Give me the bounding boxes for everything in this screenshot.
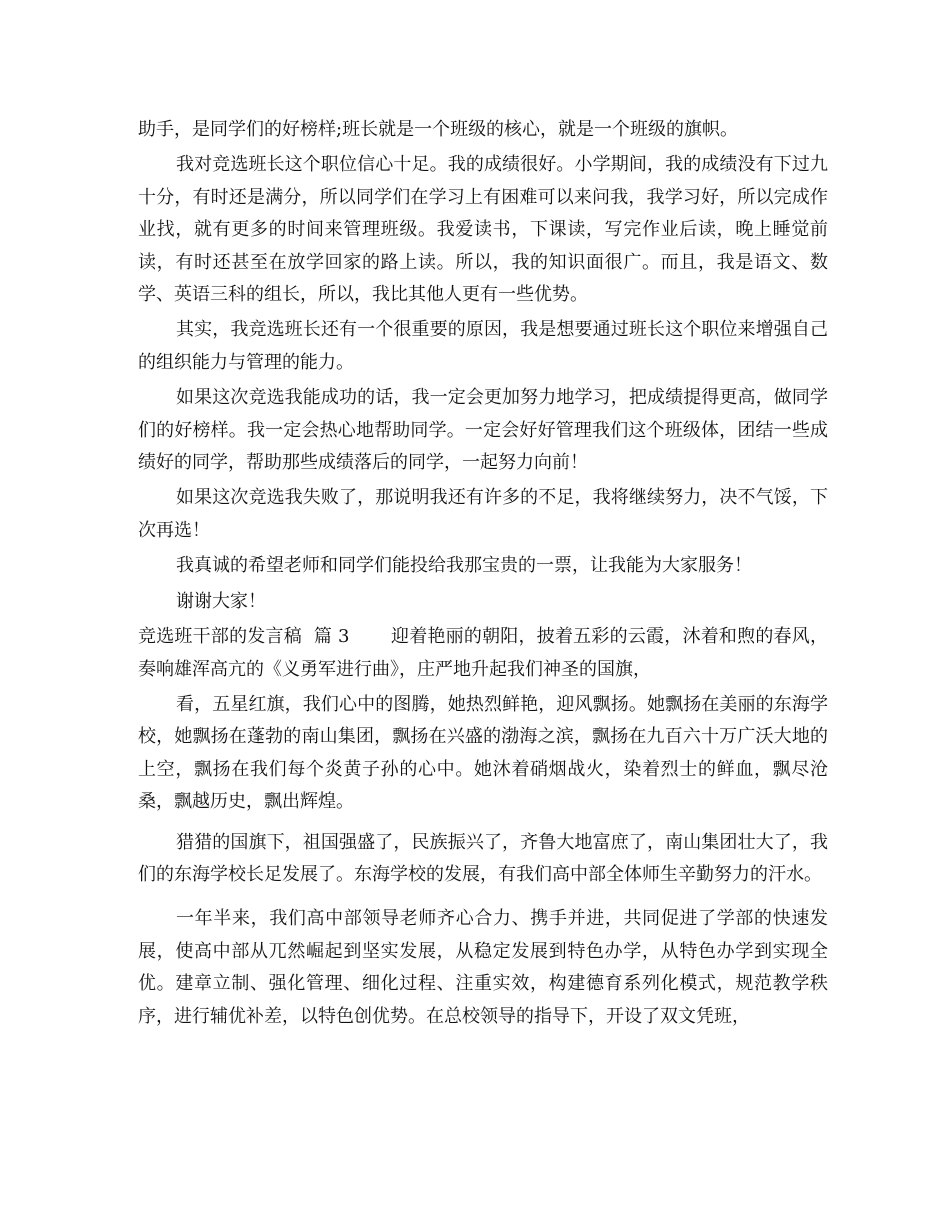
paragraph-progress: 一年半来，我们高中部领导老师齐心合力、携手并进，共同促进了学部的快速发展，使高中部从兀然崛起到坚实发展，从稳定发展到特色办学，从特色办学到实现全优。建章立制、强化管理、细化过程、注重实效，构建德育系列化模式，规范教学秩序，进行辅优补差，以特色创优势。在总校领导的指导下，开设了双文凭班， [138, 908, 828, 1027]
paragraph-flag: 看，五星红旗，我们心中的图腾，她热烈鲜艳，迎风飘扬。她飘扬在美丽的东海学校，她飘扬在蓬勃的南山集团，飘扬在兴盛的渤海之滨，飘扬在九百六十万广沃大地的上空，飘扬在我们每个炎黄子孙的心中。她沐着硝烟战火，染着烈士的鲜血，飘尽沧桑，飘越历史，飘出辉煌。 [138, 693, 828, 813]
paragraph-section-3-opening: 竞选班干部的发言稿 篇 3 迎着艳丽的朝阳，披着五彩的云霞，沐着和煦的春风，奏响雄浑高亢的《义勇军进行曲》，庄严地升起我们神圣的国旗， [138, 626, 828, 680]
paragraph-if-success: 如果这次竞选我能成功的话，我一定会更加努力地学习，把成绩提得更高，做同学们的好榜样。我一定会热心地帮助同学。一定会好好管理我们这个班级体，团结一些成绩好的同学，帮助那些成绩落后的同学，一起努力向前！ [138, 387, 828, 474]
paragraph-confidence: 我对竞选班长这个职位信心十足。我的成绩很好。小学期间，我的成绩没有下过九十分，有时还是满分，所以同学们在学习上有困难可以来问我，我学习好，所以完成作业找，就有更多的时间来管理班级。我爱读书，下课读，写完作业后读，晚上睡觉前读，有时还甚至在放学回家的路上读。所以，我的知识面很广。而且，我是语文、数学、英语三科的组长，所以，我比其他人更有一些优势。 [138, 154, 828, 306]
paragraph-development: 猎猎的国旗下，祖国强盛了，民族振兴了，齐鲁大地富庶了，南山集团壮大了，我们的东海学校长足发展了。东海学校的发展，有我们高中部全体师生辛勤努力的汗水。 [138, 831, 828, 885]
paragraph-thanks: 谢谢大家！ [176, 590, 266, 612]
paragraph-continuation: 助手，是同学们的好榜样;班长就是一个班级的核心，就是一个班级的旗帜。 [138, 119, 739, 140]
paragraph-if-failure: 如果这次竞选我失败了，那说明我还有许多的不足，我将继续努力，决不气馁，下次再选！ [138, 487, 828, 541]
paragraph-hope: 我真诚的希望老师和同学们能投给我那宝贵的一票，让我能为大家服务！ [176, 555, 752, 577]
document-body [138, 114, 828, 1033]
paragraph-reason: 其实，我竞选班长还有一个很重要的原因，我是想要通过班长这个职位来增强自己的组织能力与管理的能力。 [138, 319, 828, 373]
